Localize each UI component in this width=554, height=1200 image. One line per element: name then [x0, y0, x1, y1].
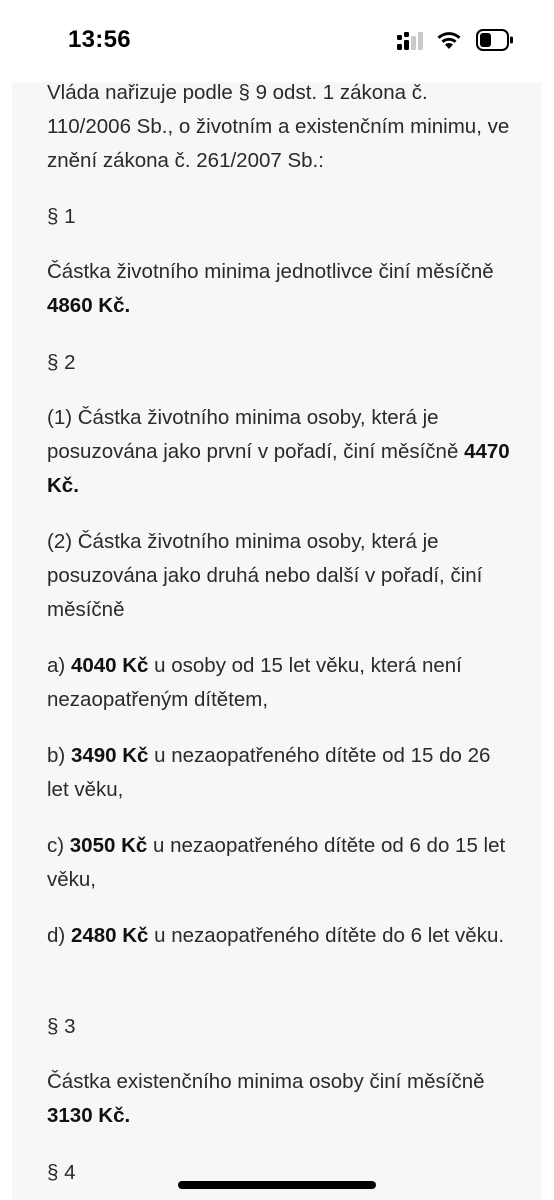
section-1-amount: 4860 Kč.	[47, 294, 131, 317]
section-2-paragraph-1	[47, 401, 517, 503]
item-b-amount: 3490 Kč	[70, 744, 149, 767]
section-1-heading: § 1	[47, 205, 76, 228]
list-item-d	[47, 919, 504, 953]
document-page	[12, 82, 542, 1200]
signal-icon	[397, 32, 425, 50]
item-d-amount: 2480 Kč	[70, 924, 149, 947]
home-indicator[interactable]	[178, 1181, 376, 1189]
status-bar	[0, 0, 554, 82]
item-a-text: u osoby od 15 let věku, která není nezaopatřeným dítětem,	[47, 654, 462, 711]
list-item-c	[47, 829, 517, 897]
section-3-amount: 3130 Kč.	[47, 1104, 131, 1127]
wifi-icon	[436, 30, 462, 50]
section-2-paragraph-2: (2) Částka životního minima osoby, která je posuzována jako druhá nebo další v pořadí, činí měsíčně	[47, 530, 483, 621]
item-d-text: u nezaopatřeného dítěte do 6 let věku.	[148, 924, 505, 947]
item-b-prefix: b)	[47, 744, 71, 767]
section-3-heading: § 3	[47, 1015, 76, 1038]
section-2-p1-text: (1) Částka životního minima osoby, která je posuzována jako první v pořadí, činí měsíčně	[47, 406, 465, 463]
section-2-p1-amount: 4470 Kč.	[47, 440, 510, 497]
battery-icon	[476, 29, 514, 51]
item-a-prefix: a)	[47, 654, 71, 677]
section-1-paragraph	[47, 255, 517, 323]
list-item-b	[47, 739, 517, 807]
list-item-a	[47, 649, 517, 717]
item-c-amount: 3050 Kč	[69, 834, 148, 857]
intro-paragraph: Vláda nařizuje podle § 9 odst. 1 zákona č. 110/2006 Sb., o životním a existenčním minimu, ve znění zákona č. 261/2007 Sb.:	[47, 82, 510, 172]
item-d-prefix: d)	[47, 924, 71, 947]
item-a-amount: 4040 Kč	[70, 654, 149, 677]
status-time: 13:56	[68, 26, 131, 53]
section-3-text: Částka existenčního minima osoby činí měsíčně	[47, 1070, 485, 1093]
section-3-paragraph	[47, 1065, 517, 1133]
item-b-text: u nezaopatřeného dítěte od 15 do 26 let věku,	[47, 744, 491, 801]
section-4-heading: § 4	[47, 1161, 76, 1184]
item-c-prefix: c)	[47, 834, 70, 857]
item-c-text: u nezaopatřeného dítěte od 6 do 15 let věku,	[47, 834, 506, 891]
section-2-heading: § 2	[47, 351, 76, 374]
section-1-text: Částka životního minima jednotlivce činí měsíčně	[47, 260, 494, 283]
